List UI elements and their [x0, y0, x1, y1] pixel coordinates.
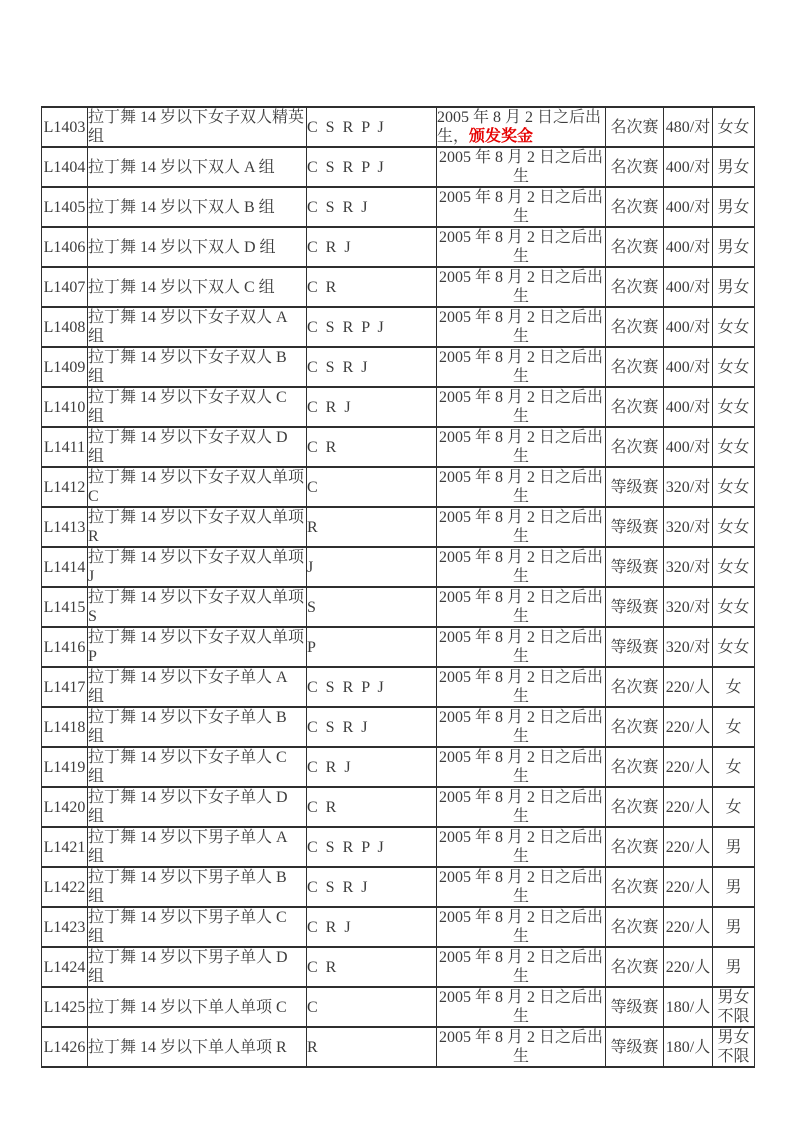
fee-cell: 320/对 [664, 467, 713, 507]
birthdate-text: 2005 年 8 月 2 日之后出生 [438, 509, 603, 545]
event-code-cell: L1405 [42, 187, 88, 227]
fee-cell: 400/对 [664, 147, 713, 187]
event-name-cell: 拉丁舞 14 岁以下女子双人单项 J [88, 547, 307, 587]
fee-cell: 400/对 [664, 347, 713, 387]
event-name-cell: 拉丁舞 14 岁以下男子单人 A 组 [88, 827, 307, 867]
birthdate-cell [437, 147, 606, 187]
fee-cell: 320/对 [664, 627, 713, 667]
event-code-cell: L1406 [42, 227, 88, 267]
table-row [42, 267, 755, 307]
table-row [42, 947, 755, 987]
competition-type-cell: 等级赛 [606, 627, 664, 667]
birthdate-text: 2005 年 8 月 2 日之后出生 [438, 629, 603, 665]
dance-letters-cell: C R J [307, 227, 437, 267]
event-code-cell: L1411 [42, 427, 88, 467]
gender-cell: 男 [713, 867, 755, 907]
birthdate-text: 2005 年 8 月 2 日之后出生 [438, 269, 603, 305]
table-row [42, 1027, 755, 1067]
fee-cell: 180/人 [664, 1027, 713, 1067]
event-code-cell: L1404 [42, 147, 88, 187]
competition-type-cell: 名次赛 [606, 827, 664, 867]
fee-cell: 180/人 [664, 987, 713, 1027]
dance-letters-cell: C [307, 987, 437, 1027]
gender-cell: 男女 [713, 267, 755, 307]
table-row [42, 227, 755, 267]
dance-letters-cell: C S R J [307, 867, 437, 907]
birthdate-text: 2005 年 8 月 2 日之后出生 [438, 869, 603, 905]
dance-letters-cell: C R [307, 427, 437, 467]
event-code-cell: L1413 [42, 507, 88, 547]
prize-note-text: 颁发奖金 [469, 128, 534, 145]
fee-cell: 220/人 [664, 787, 713, 827]
competition-type-cell: 等级赛 [606, 467, 664, 507]
dance-letters-cell: C R J [307, 387, 437, 427]
table-row [42, 187, 755, 227]
event-name-cell: 拉丁舞 14 岁以下女子双人 A 组 [88, 307, 307, 347]
event-name-cell: 拉丁舞 14 岁以下双人 D 组 [88, 227, 307, 267]
gender-cell: 男女不限 [713, 1027, 755, 1067]
event-name-cell: 拉丁舞 14 岁以下女子单人 A 组 [88, 667, 307, 707]
competition-type-cell: 等级赛 [606, 547, 664, 587]
birthdate-cell [437, 467, 606, 507]
table-row [42, 307, 755, 347]
birthdate-text: 2005 年 8 月 2 日之后出生 [438, 149, 603, 185]
gender-cell: 女女 [713, 427, 755, 467]
birthdate-text: 2005 年 8 月 2 日之后出生 [438, 189, 603, 225]
gender-cell: 女女 [713, 507, 755, 547]
event-name-cell: 拉丁舞 14 岁以下女子单人 C 组 [88, 747, 307, 787]
birthdate-cell [437, 827, 606, 867]
table-row [42, 107, 755, 147]
competition-type-cell: 等级赛 [606, 507, 664, 547]
event-name-cell: 拉丁舞 14 岁以下单人单项 R [88, 1027, 307, 1067]
gender-cell: 男女 [713, 227, 755, 267]
competition-type-cell: 名次赛 [606, 187, 664, 227]
birthdate-text: 2005 年 8 月 2 日之后出生 [438, 389, 603, 425]
gender-cell: 女女 [713, 587, 755, 627]
table-row [42, 347, 755, 387]
dance-letters-cell: R [307, 507, 437, 547]
event-code-cell: L1426 [42, 1027, 88, 1067]
table-row [42, 667, 755, 707]
competition-type-cell: 等级赛 [606, 987, 664, 1027]
dance-letters-cell: C S R P J [307, 667, 437, 707]
dance-letters-cell: C R [307, 787, 437, 827]
birthdate-cell [437, 507, 606, 547]
birthdate-text: 2005 年 8 月 2 日之后出生 [438, 309, 603, 345]
table-row [42, 587, 755, 627]
gender-cell: 女女 [713, 467, 755, 507]
event-name-cell: 拉丁舞 14 岁以下男子单人 D 组 [88, 947, 307, 987]
fee-cell: 220/人 [664, 707, 713, 747]
birthdate-text: 2005 年 8 月 2 日之后出生 [438, 229, 603, 265]
event-code-cell: L1409 [42, 347, 88, 387]
table-row [42, 827, 755, 867]
dance-letters-cell: C S R J [307, 347, 437, 387]
event-name-cell: 拉丁舞 14 岁以下双人 C 组 [88, 267, 307, 307]
gender-cell: 女 [713, 787, 755, 827]
birthdate-cell [437, 347, 606, 387]
event-code-cell: L1425 [42, 987, 88, 1027]
table-row [42, 467, 755, 507]
birthdate-text: 2005 年 8 月 2 日之后出生 [438, 749, 603, 785]
event-code-cell: L1407 [42, 267, 88, 307]
birthdate-text: 2005 年 8 月 2 日之后出生 [438, 349, 603, 385]
event-code-cell: L1412 [42, 467, 88, 507]
birthdate-cell [437, 947, 606, 987]
competition-type-cell: 名次赛 [606, 267, 664, 307]
gender-cell: 男女不限 [713, 987, 755, 1027]
dance-letters-cell: P [307, 627, 437, 667]
event-name-cell: 拉丁舞 14 岁以下女子双人 C 组 [88, 387, 307, 427]
event-code-cell: L1410 [42, 387, 88, 427]
birthdate-cell [437, 707, 606, 747]
competition-type-cell: 名次赛 [606, 787, 664, 827]
competition-type-cell: 名次赛 [606, 387, 664, 427]
birthdate-cell [437, 667, 606, 707]
fee-cell: 320/对 [664, 587, 713, 627]
birthdate-cell [437, 547, 606, 587]
event-name-cell: 拉丁舞 14 岁以下女子双人单项 C [88, 467, 307, 507]
event-code-cell: L1422 [42, 867, 88, 907]
event-code-cell: L1418 [42, 707, 88, 747]
competition-type-cell: 名次赛 [606, 747, 664, 787]
birthdate-cell [437, 107, 606, 147]
dance-letters-cell: C S R P J [307, 107, 437, 147]
fee-cell: 400/对 [664, 427, 713, 467]
fee-cell: 220/人 [664, 827, 713, 867]
competition-type-cell: 名次赛 [606, 867, 664, 907]
event-name-cell: 拉丁舞 14 岁以下女子双人单项 S [88, 587, 307, 627]
competition-type-cell: 名次赛 [606, 707, 664, 747]
event-name-cell: 拉丁舞 14 岁以下男子单人 B 组 [88, 867, 307, 907]
birthdate-text: 2005 年 8 月 2 日之后出生 [438, 429, 603, 465]
birthdate-cell [437, 587, 606, 627]
event-name-cell: 拉丁舞 14 岁以下女子单人 B 组 [88, 707, 307, 747]
fee-cell: 320/对 [664, 547, 713, 587]
birthdate-text: 2005 年 8 月 2 日之后出生 [438, 709, 603, 745]
event-name-cell: 拉丁舞 14 岁以下双人 A 组 [88, 147, 307, 187]
birthdate-text: 2005 年 8 月 2 日之后出生 [438, 549, 603, 585]
fee-cell: 320/对 [664, 507, 713, 547]
competition-type-cell: 名次赛 [606, 907, 664, 947]
event-name-cell: 拉丁舞 14 岁以下双人 B 组 [88, 187, 307, 227]
birthdate-cell [437, 267, 606, 307]
table-row [42, 147, 755, 187]
birthdate-cell [437, 427, 606, 467]
birthdate-cell [437, 907, 606, 947]
event-name-cell: 拉丁舞 14 岁以下女子双人单项 R [88, 507, 307, 547]
table-row [42, 987, 755, 1027]
gender-cell: 女女 [713, 387, 755, 427]
fee-cell: 480/对 [664, 107, 713, 147]
gender-cell: 女 [713, 747, 755, 787]
birthdate-text: 2005 年 8 月 2 日之后出生 [438, 469, 603, 505]
dance-letters-cell: C S R P J [307, 147, 437, 187]
gender-cell: 男女 [713, 147, 755, 187]
competition-type-cell: 等级赛 [606, 1027, 664, 1067]
event-code-cell: L1414 [42, 547, 88, 587]
competition-type-cell: 名次赛 [606, 947, 664, 987]
gender-cell: 男 [713, 907, 755, 947]
competition-type-cell: 等级赛 [606, 587, 664, 627]
table-row [42, 387, 755, 427]
table-row [42, 627, 755, 667]
event-code-cell: L1421 [42, 827, 88, 867]
gender-cell: 女女 [713, 547, 755, 587]
gender-cell: 男 [713, 947, 755, 987]
table-row [42, 507, 755, 547]
fee-cell: 220/人 [664, 947, 713, 987]
birthdate-cell [437, 387, 606, 427]
table-row [42, 707, 755, 747]
dance-letters-cell: S [307, 587, 437, 627]
event-code-cell: L1408 [42, 307, 88, 347]
fee-cell: 400/对 [664, 387, 713, 427]
birthdate-text: 2005 年 8 月 2 日之后出生 [438, 909, 603, 945]
fee-cell: 220/人 [664, 867, 713, 907]
event-name-cell: 拉丁舞 14 岁以下男子单人 C 组 [88, 907, 307, 947]
dance-letters-cell: C S R J [307, 187, 437, 227]
competition-type-cell: 名次赛 [606, 307, 664, 347]
birthdate-cell [437, 867, 606, 907]
birthdate-text: 2005 年 8 月 2 日之后出生 [438, 829, 603, 865]
dance-letters-cell: C R [307, 267, 437, 307]
birthdate-cell [437, 187, 606, 227]
event-code-cell: L1423 [42, 907, 88, 947]
event-code-cell: L1419 [42, 747, 88, 787]
birthdate-cell [437, 747, 606, 787]
birthdate-text: 2005 年 8 月 2 日之后出生 [438, 669, 603, 705]
competition-type-cell: 名次赛 [606, 107, 664, 147]
birthdate-text: 2005 年 8 月 2 日之后出生 [438, 949, 603, 985]
table-row [42, 787, 755, 827]
gender-cell: 女女 [713, 107, 755, 147]
event-name-cell: 拉丁舞 14 岁以下女子单人 D 组 [88, 787, 307, 827]
birthdate-text: 2005 年 8 月 2 日之后出生 [438, 589, 603, 625]
dance-letters-cell: J [307, 547, 437, 587]
dance-letters-cell: C R J [307, 747, 437, 787]
birthdate-text: 2005 年 8 月 2 日之后出生 [438, 789, 603, 825]
gender-cell: 女 [713, 667, 755, 707]
table-row [42, 547, 755, 587]
table-row [42, 427, 755, 467]
fee-cell: 220/人 [664, 667, 713, 707]
dance-letters-cell: R [307, 1027, 437, 1067]
event-code-cell: L1416 [42, 627, 88, 667]
gender-cell: 男女 [713, 187, 755, 227]
birthdate-cell [437, 307, 606, 347]
competition-type-cell: 名次赛 [606, 147, 664, 187]
birthdate-cell [437, 787, 606, 827]
gender-cell: 女女 [713, 307, 755, 347]
competition-type-cell: 名次赛 [606, 427, 664, 467]
gender-cell: 男 [713, 827, 755, 867]
event-code-cell: L1415 [42, 587, 88, 627]
gender-cell: 女女 [713, 627, 755, 667]
event-code-cell: L1417 [42, 667, 88, 707]
competition-type-cell: 名次赛 [606, 347, 664, 387]
dance-letters-cell: C R J [307, 907, 437, 947]
birthdate-cell [437, 1027, 606, 1067]
table-row [42, 747, 755, 787]
fee-cell: 220/人 [664, 747, 713, 787]
event-code-cell: L1403 [42, 107, 88, 147]
event-name-cell: 拉丁舞 14 岁以下单人单项 C [88, 987, 307, 1027]
competition-events-table [41, 106, 755, 1068]
birthdate-text: 2005 年 8 月 2 日之后出生 [438, 1029, 603, 1065]
birthdate-text: 2005 年 8 月 2 日之后出生 [438, 989, 603, 1025]
table-row [42, 907, 755, 947]
birthdate-text: 2005 年 8 月 2 日之后出生， [437, 109, 602, 145]
table-row [42, 867, 755, 907]
event-name-cell: 拉丁舞 14 岁以下女子双人精英组 [88, 107, 307, 147]
fee-cell: 400/对 [664, 267, 713, 307]
event-name-cell: 拉丁舞 14 岁以下女子双人 B 组 [88, 347, 307, 387]
dance-letters-cell: C S R J [307, 707, 437, 747]
dance-letters-cell: C R [307, 947, 437, 987]
event-name-cell: 拉丁舞 14 岁以下女子双人 D 组 [88, 427, 307, 467]
competition-type-cell: 名次赛 [606, 667, 664, 707]
gender-cell: 女 [713, 707, 755, 747]
event-code-cell: L1420 [42, 787, 88, 827]
event-name-cell: 拉丁舞 14 岁以下女子双人单项 P [88, 627, 307, 667]
birthdate-cell [437, 627, 606, 667]
fee-cell: 400/对 [664, 307, 713, 347]
dance-letters-cell: C S R P J [307, 827, 437, 867]
dance-letters-cell: C [307, 467, 437, 507]
fee-cell: 220/人 [664, 907, 713, 947]
gender-cell: 女女 [713, 347, 755, 387]
birthdate-cell [437, 227, 606, 267]
event-code-cell: L1424 [42, 947, 88, 987]
birthdate-cell [437, 987, 606, 1027]
dance-letters-cell: C S R P J [307, 307, 437, 347]
fee-cell: 400/对 [664, 227, 713, 267]
fee-cell: 400/对 [664, 187, 713, 227]
competition-type-cell: 名次赛 [606, 227, 664, 267]
